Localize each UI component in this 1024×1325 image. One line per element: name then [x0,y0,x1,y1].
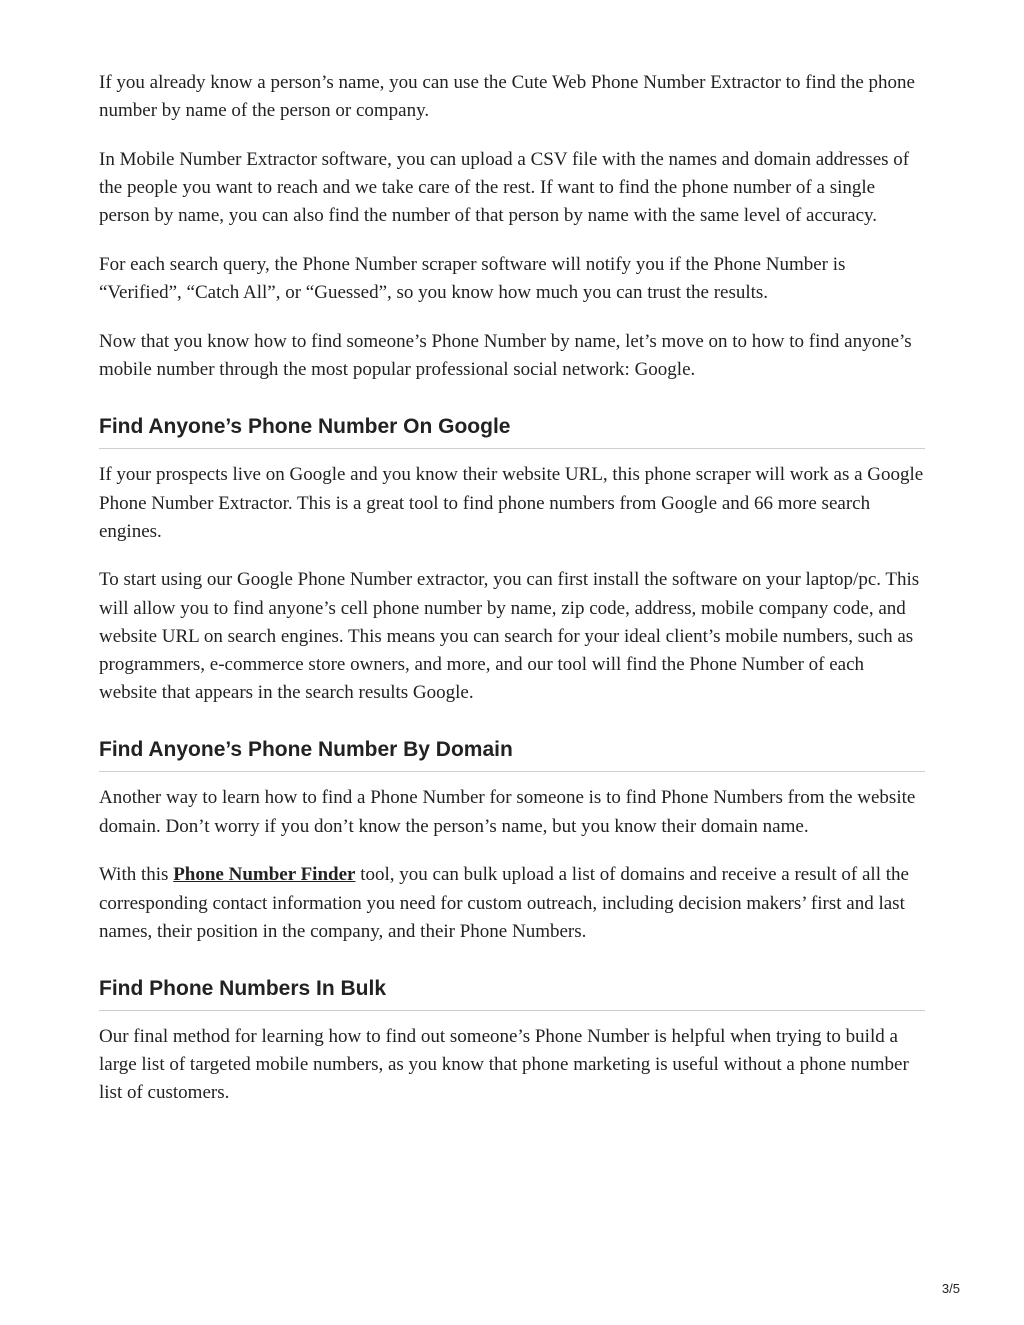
paragraph-bulk: Our final method for learning how to find out someone’s Phone Number is helpful when trying to build a large list of targeted mobile numbers, as you know that phone marketing is useful without a phone number list of customers. [99,1025,909,1104]
paragraph-intro-name: If you already know a person’s name, you can use the Cute Web Phone Number Extractor to find the phone number by name of the person or company. [99,72,915,122]
heading-domain: Find Anyone’s Phone Number By Domain [99,737,925,772]
paragraph-domain-finder [99,861,925,946]
paragraph-verification: For each search query, the Phone Number scraper software will notify you if the Phone Number is “Verified”, “Catch All”, or “Guessed”, so you know how much you can trust the results. [99,254,846,304]
heading-google: Find Anyone’s Phone Number On Google [99,414,925,449]
paragraph-google-intro: If your prospects live on Google and you know their website URL, this phone scraper will work as a Google Phone Number Extractor. This is a great tool to find phone numbers from Google and 66 more search engines. [99,464,924,542]
paragraph-domain-intro: Another way to learn how to find a Phone Number for someone is to find Phone Numbers from the website domain. Don’t worry if you don’t know the person’s name, but you know their domain name. [99,787,916,837]
heading-bulk: Find Phone Numbers In Bulk [99,976,925,1011]
phone-number-finder-link[interactable]: Phone Number Finder [173,864,356,886]
paragraph-transition: Now that you know how to find someone’s Phone Number by name, let’s move on to how to find anyone’s mobile number through the most popular professional social network: Google. [99,330,912,381]
page-number: 3/5 [941,1281,960,1296]
paragraph-csv-upload: In Mobile Number Extractor software, you can upload a CSV file with the names and domain addresses of the people you want to reach and we take care of the rest. If want to find the phone number of a single person by name, you can also find the number of that person by name with the same level of accuracy. [99,148,910,227]
text-span: With this [99,864,174,886]
document-body [99,69,925,1128]
paragraph-google-extractor: To start using our Google Phone Number extractor, you can first install the software on your laptop/pc. This will allow you to find anyone’s cell phone number by name, zip code, address, mobile company code, and website URL on search engines. This means you can search for your ideal client’s mobile numbers, such as programmers, e-commerce store owners, and more, and our tool will find the Phone Number of each website that appears in the search results Google. [99,569,920,704]
text-span: tool, you can bulk upload a list of domains and receive a result of all the corresponding contact information you need for custom outreach, including decision makers’ first and last names, their position in the company, and their Phone Numbers. [99,864,909,942]
